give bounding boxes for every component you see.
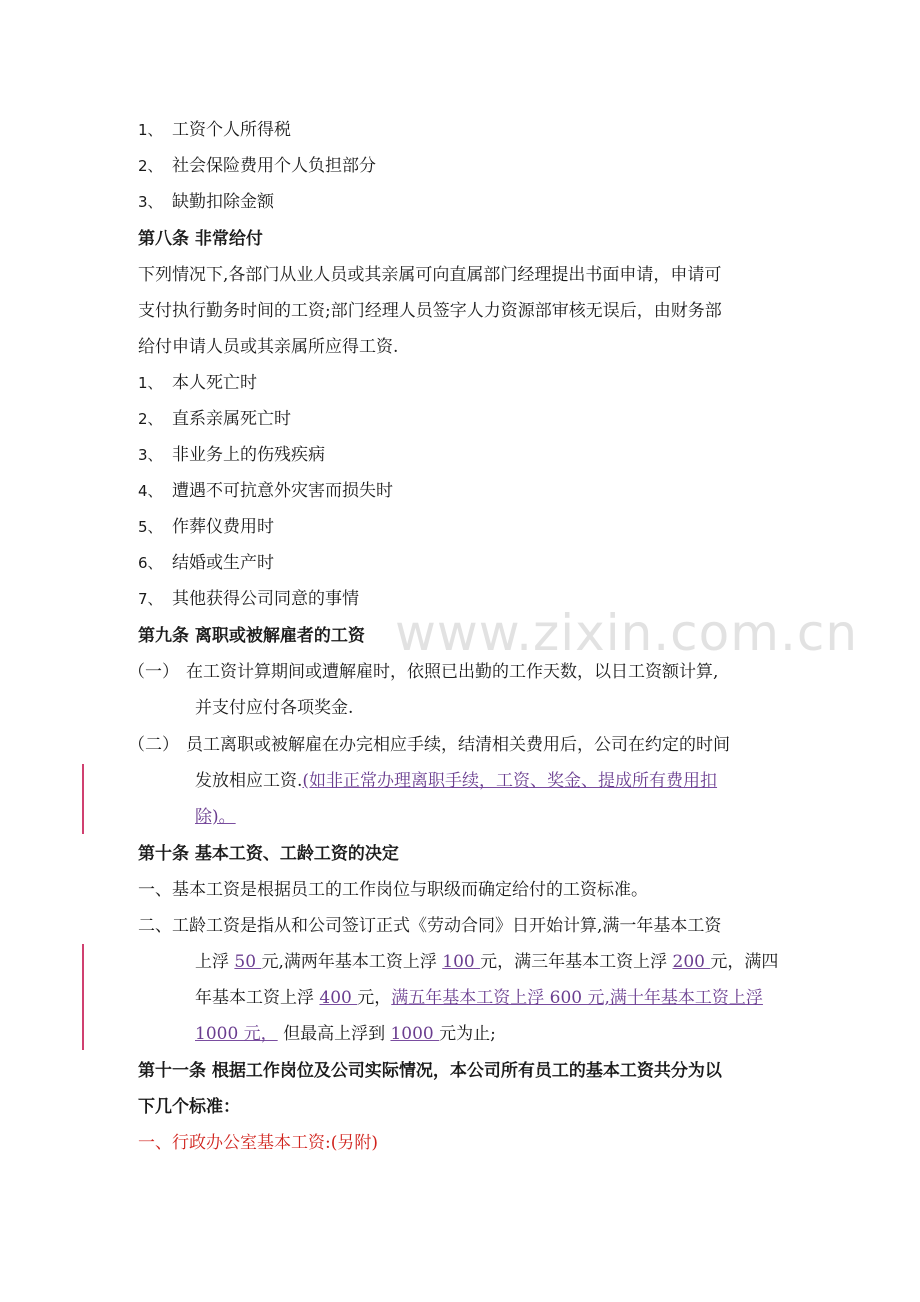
article-9-item-2-cont: 发放相应工资.(如非正常办理离职手续，工资、奖金、提成所有费用扣 bbox=[195, 771, 718, 791]
article-11-heading: 第十一条 根据工作岗位及公司实际情况，本公司所有员工的基本工资共分为以 bbox=[138, 1061, 722, 1081]
list-item: 3、 缺勤扣除金额 bbox=[138, 192, 274, 212]
article-9-item-2: （二） 员工离职或被解雇在办完相应手续，结清相关费用后，公司在约定的时间 bbox=[128, 735, 730, 755]
list-item: 1、 本人死亡时 bbox=[138, 373, 257, 393]
article-9-item-2-cont bbox=[195, 805, 845, 829]
article-10-paragraph-cont: 1000 元， 但最高上浮到 1000 元为止; bbox=[195, 1024, 496, 1044]
list-item: 2、 直系亲属死亡时 bbox=[138, 409, 291, 429]
revision-change-bar bbox=[82, 764, 84, 834]
list-item: 3、 非业务上的伤残疾病 bbox=[138, 445, 325, 465]
list-item: 5、 作葬仪费用时 bbox=[138, 517, 274, 537]
revision-insert: (如非正常办理离职手续，工资、奖金、提成所有费用扣 bbox=[302, 771, 718, 791]
list-item: 4、 遭遇不可抗意外灾害而损失时 bbox=[138, 481, 393, 501]
article-8-heading: 第八条 非常给付 bbox=[138, 229, 263, 249]
article-9-item-1-cont: 并支付应付各项奖金. bbox=[195, 698, 354, 718]
article-10-paragraph-cont: 年基本工资上浮 400 元，满五年基本工资上浮 600 元,满十年基本工资上浮 bbox=[195, 988, 763, 1008]
article-10-paragraph: 二、工龄工资是指从和公司签订正式《劳动合同》日开始计算,满一年基本工资 bbox=[138, 916, 722, 936]
article-11-subitem: 一、行政办公室基本工资:(另附) bbox=[138, 1133, 378, 1153]
article-9-heading: 第九条 离职或被解雇者的工资 bbox=[138, 626, 365, 646]
article-10-heading: 第十条 基本工资、工龄工资的决定 bbox=[138, 844, 399, 864]
revision-insert: 1000 元， bbox=[195, 1024, 278, 1044]
article-8-paragraph: 支付执行勤务时间的工资;部门经理人员签字人力资源部审核无误后，由财务部 bbox=[138, 301, 722, 321]
article-10-paragraph-cont: 上浮 50 元,满两年基本工资上浮 100 元，满三年基本工资上浮 200 元，满四 bbox=[195, 952, 779, 972]
article-11-heading-cont: 下几个标准： bbox=[138, 1097, 240, 1117]
list-item: 7、 其他获得公司同意的事情 bbox=[138, 589, 359, 609]
revision-insert: 满五年基本工资上浮 600 元,满十年基本工资上浮 bbox=[391, 988, 763, 1008]
list-item: 2、 社会保险费用个人负担部分 bbox=[138, 156, 376, 176]
article-8-paragraph: 给付申请人员或其亲属所应得工资. bbox=[138, 337, 399, 357]
article-9-item-1: （一） 在工资计算期间或遭解雇时，依照已出勤的工作天数，以日工资额计算, bbox=[128, 662, 719, 682]
article-8-paragraph: 下列情况下,各部门从业人员或其亲属可向直属部门经理提出书面申请，申请可 bbox=[138, 265, 722, 285]
revision-change-bar bbox=[82, 944, 84, 1050]
revision-insert: 除)。 bbox=[195, 807, 236, 827]
list-item: 1、 工资个人所得税 bbox=[138, 120, 291, 140]
article-10-paragraph: 一、基本工资是根据员工的工作岗位与职级而确定给付的工资标准。 bbox=[138, 880, 648, 900]
watermark: www.zixin.com.cn bbox=[395, 604, 859, 662]
list-item: 6、 结婚或生产时 bbox=[138, 553, 274, 573]
